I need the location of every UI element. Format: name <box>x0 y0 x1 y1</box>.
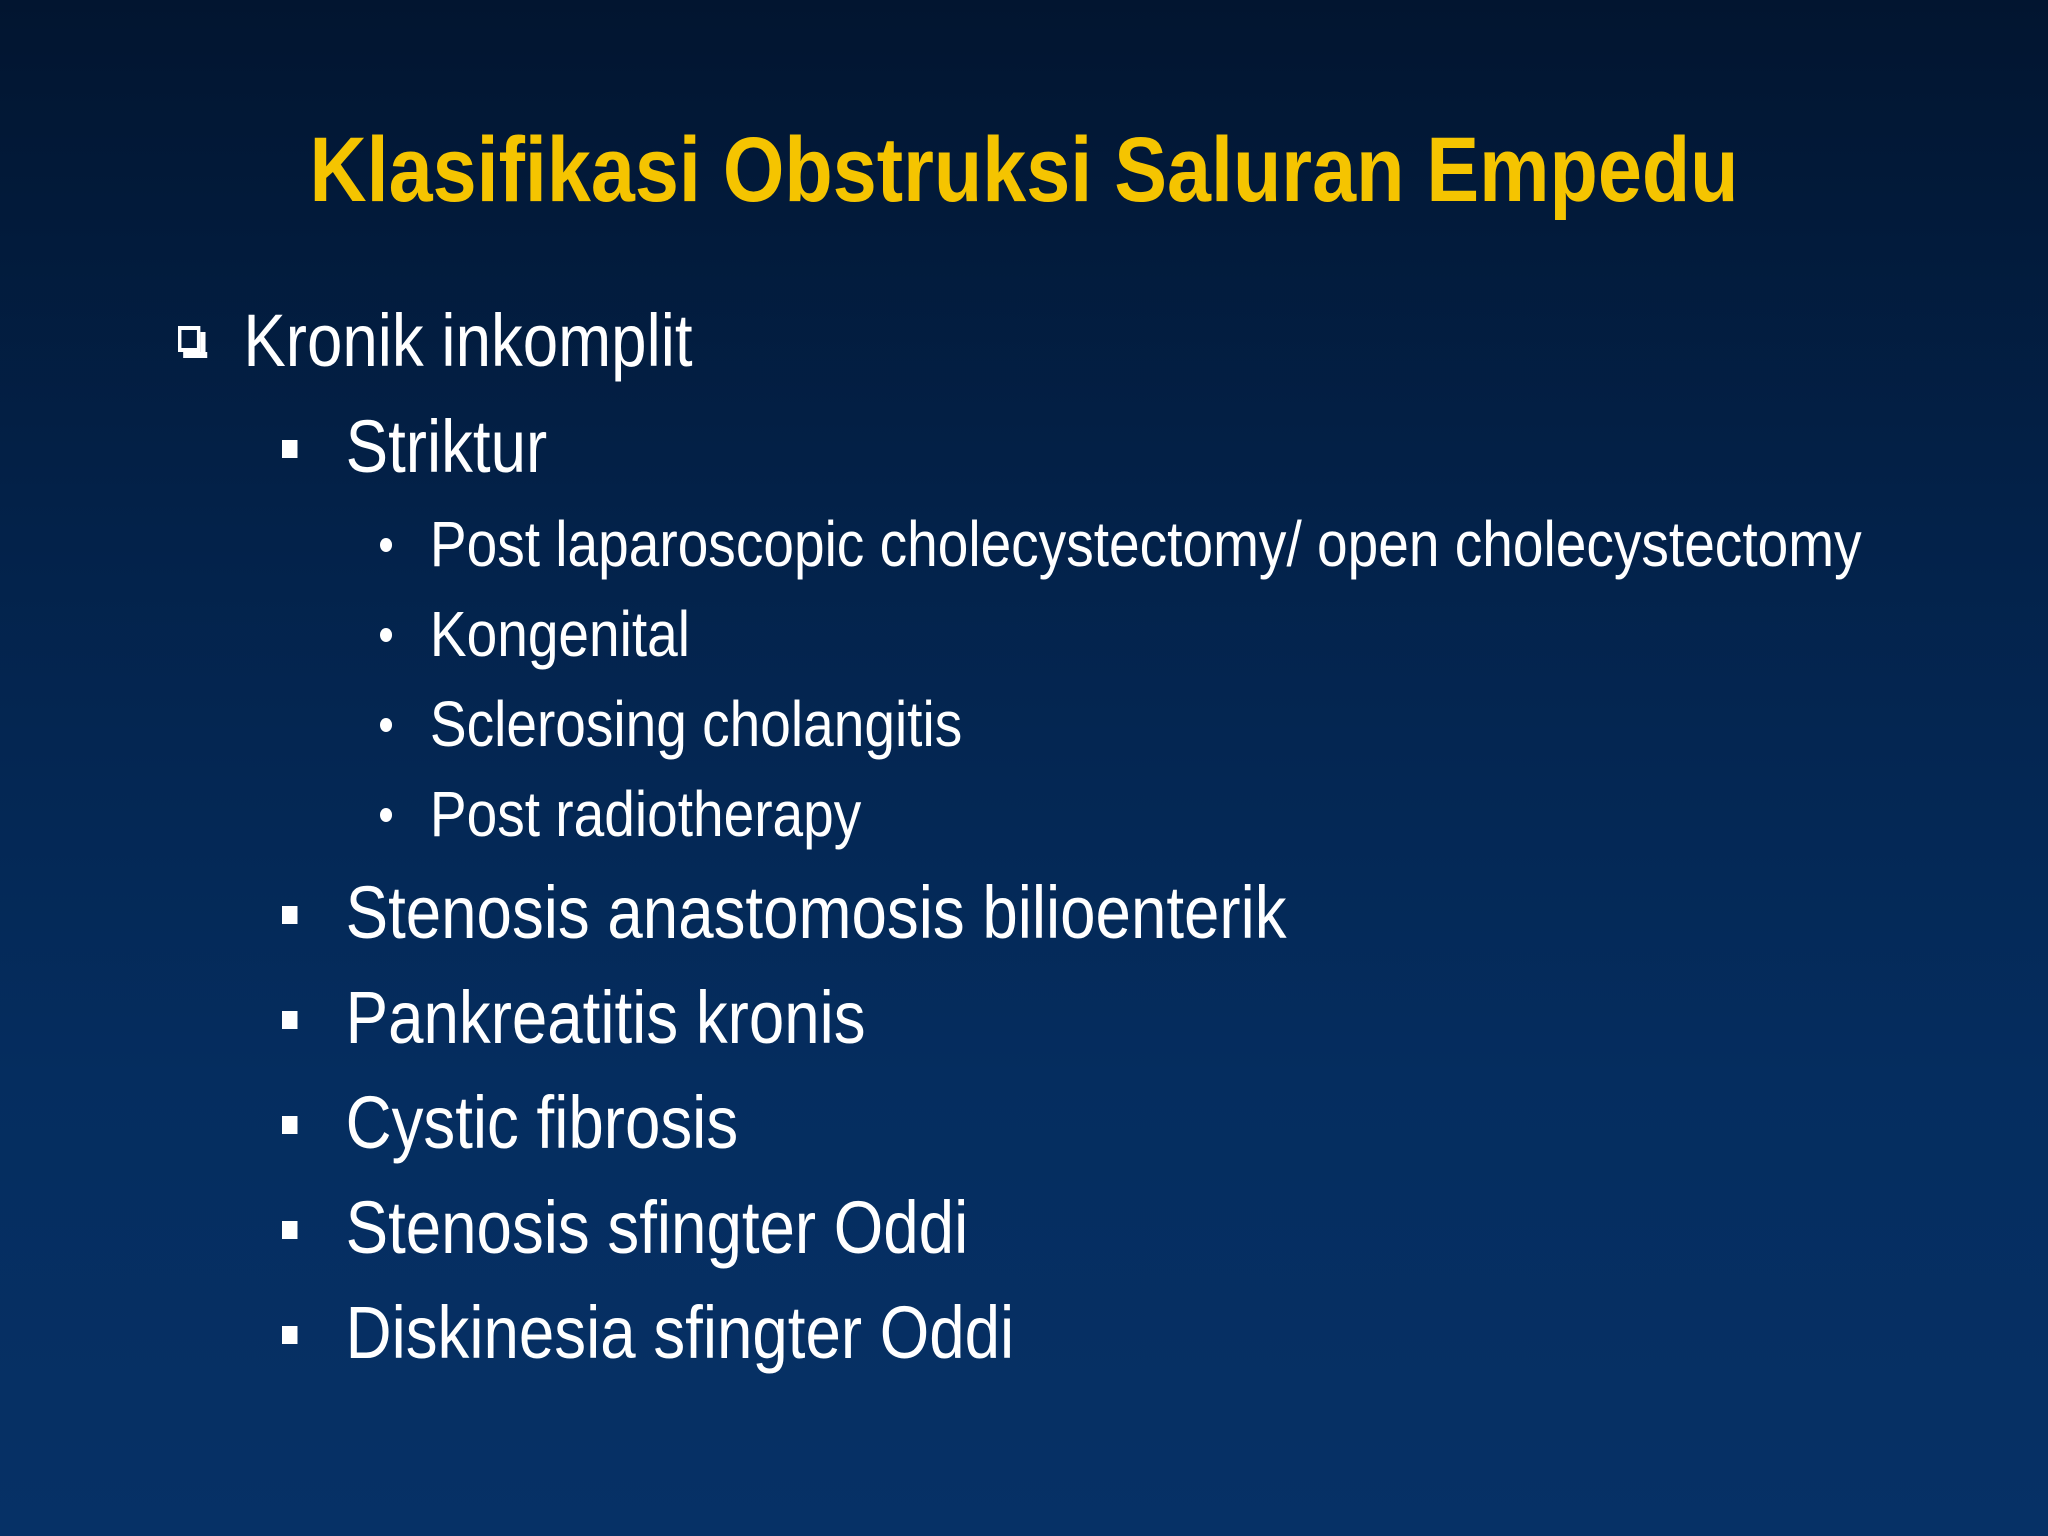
list-item-label: Diskinesia sfingter Oddi <box>345 1291 1015 1374</box>
list-item-level3 <box>380 504 1862 584</box>
square-bullet-icon <box>282 1116 297 1134</box>
list-item-level3 <box>380 774 861 854</box>
round-bullet-icon <box>380 718 392 732</box>
list-item-level2 <box>282 1183 968 1273</box>
list-item-level2 <box>282 973 866 1063</box>
square-bullet-icon <box>282 440 297 458</box>
square-bullet-icon <box>282 1326 297 1344</box>
list-item-level2 <box>282 402 547 492</box>
list-item-label: Post radiotherapy <box>429 778 862 850</box>
list-item-level2 <box>282 868 1287 958</box>
list-item-level3 <box>380 594 690 674</box>
square-bullet-icon <box>282 1221 297 1239</box>
list-item-label: Cystic fibrosis <box>345 1081 739 1164</box>
list-item-label: Pankreatitis kronis <box>345 976 866 1059</box>
list-item-label: Sclerosing cholangitis <box>429 688 963 760</box>
list-item-level2 <box>282 1288 1014 1378</box>
list-item-level2 <box>282 1078 738 1168</box>
list-item-label: Kronik inkomplit <box>243 299 693 382</box>
square-bullet-icon <box>282 906 297 924</box>
round-bullet-icon <box>380 808 392 822</box>
round-bullet-icon <box>380 538 392 552</box>
list-item-level3 <box>380 684 962 764</box>
shadowed-square-bullet-icon <box>178 326 209 362</box>
round-bullet-icon <box>380 628 392 642</box>
square-bullet-icon <box>282 1011 297 1029</box>
list-item-level1 <box>178 296 693 386</box>
list-item-label: Striktur <box>345 405 548 488</box>
list-item-label: Stenosis sfingter Oddi <box>345 1186 969 1269</box>
list-item-label: Kongenital <box>429 598 691 670</box>
list-item-label: Post laparoscopic cholecystectomy/ open cholecystectomy <box>429 508 1862 580</box>
list-item-label: Stenosis anastomosis bilioenterik <box>345 871 1287 954</box>
slide-title: Klasifikasi Obstruksi Saluran Empedu <box>309 119 1739 221</box>
